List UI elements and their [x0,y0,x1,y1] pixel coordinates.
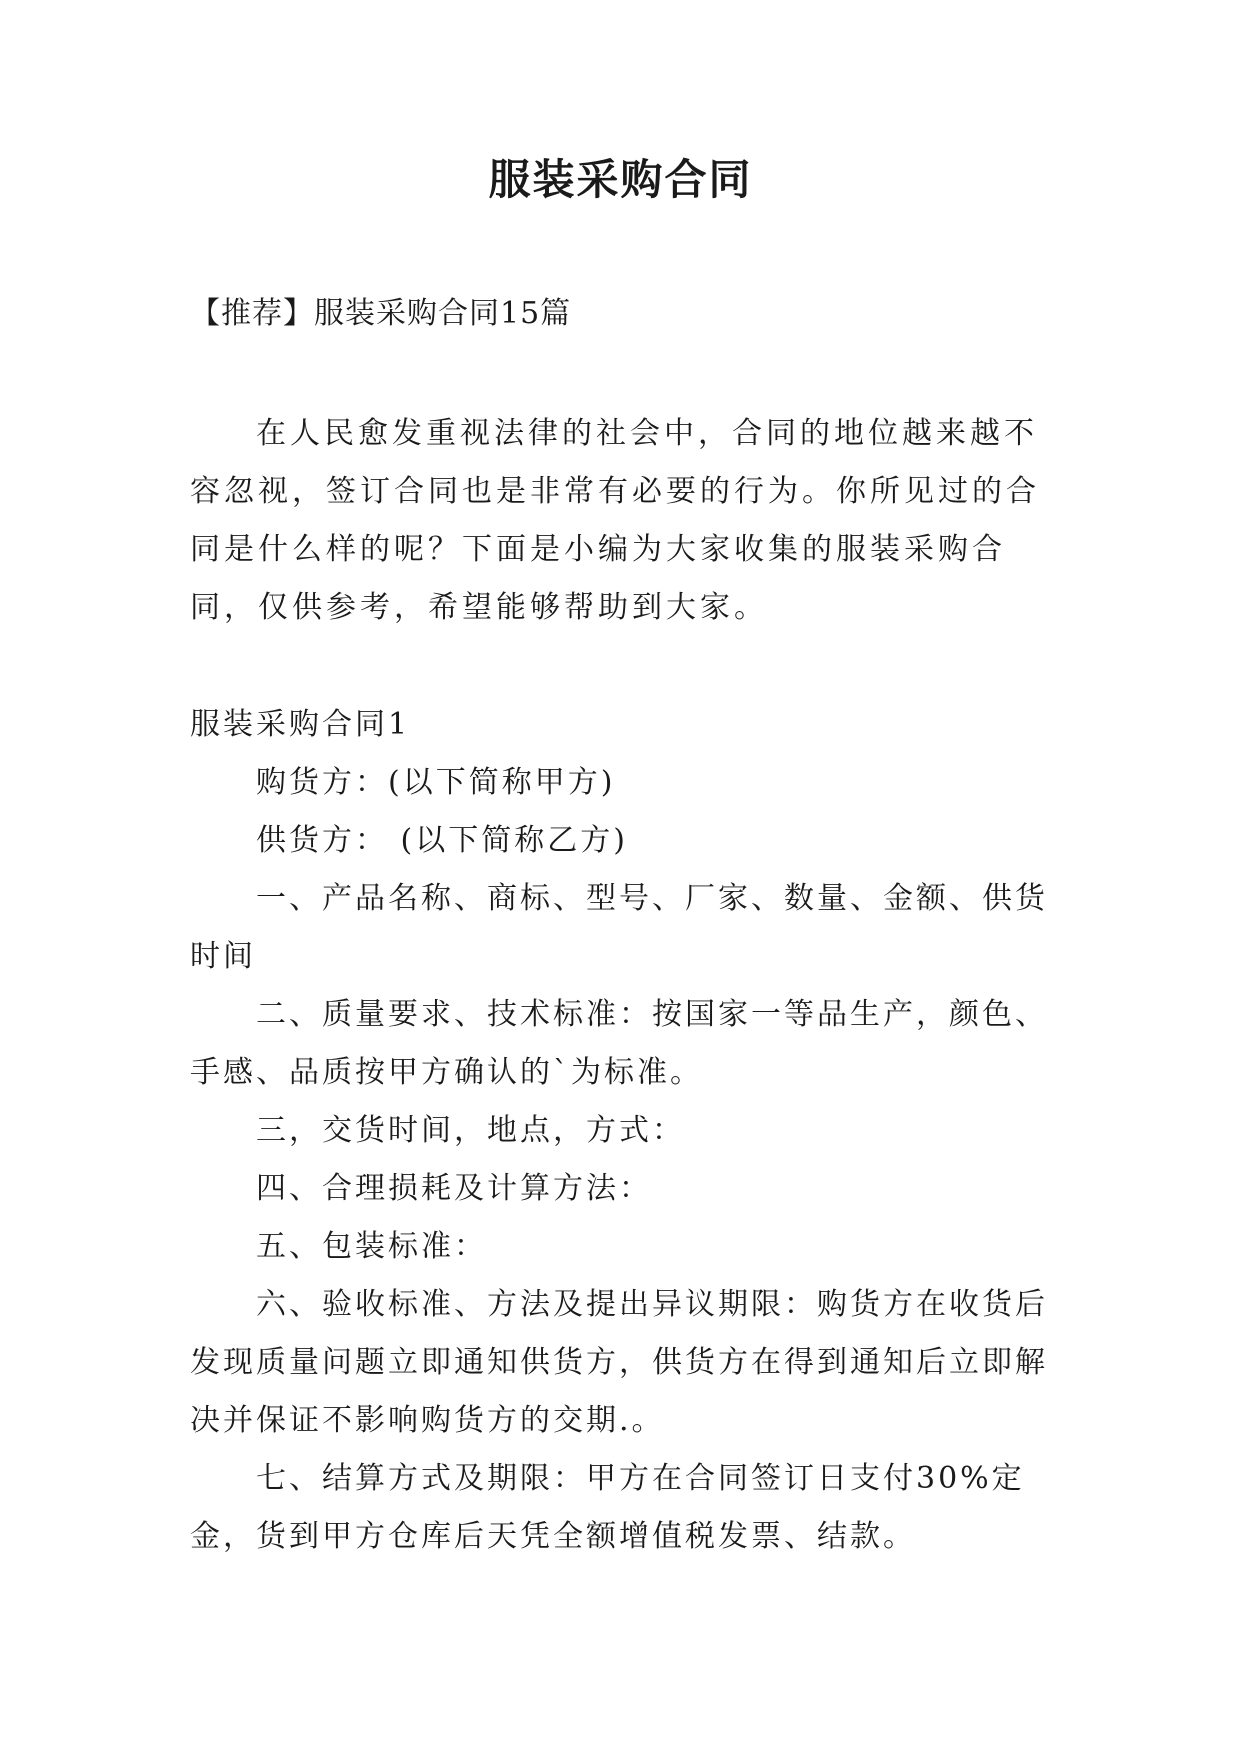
section-heading: 服装采购合同1 [190,707,411,742]
clause-1: 一、产品名称、商标、型号、厂家、数量、金额、供货时间 [190,881,1048,974]
contract-body [190,696,1070,1566]
clause-6: 六、验收标准、方法及提出异议期限：购货方在收货后发现质量问题立即通知供货方，供货方在得到通知后立即解决并保证不影响购货方的交期.。 [190,1287,1048,1438]
supplier-line: 供货方： (以下简称乙方) [256,823,628,858]
clause-2: 二、质量要求、技术标准：按国家一等品生产，颜色、手感、品质按甲方确认的`为标准。 [190,997,1048,1090]
buyer-line: 购货方：(以下简称甲方) [256,765,616,800]
clause-4: 四、合理损耗及计算方法： [256,1171,652,1206]
document-subtitle: 【推荐】服装采购合同15篇 [190,296,572,331]
clause-7: 七、结算方式及期限：甲方在合同签订日支付30%定金，货到甲方仓库后天凭全额增值税发票、结款。 [190,1461,1025,1554]
clause-3: 三，交货时间，地点，方式： [256,1113,685,1148]
clause-5: 五、包装标准： [256,1229,487,1264]
intro-paragraph: 在人民愈发重视法律的社会中，合同的地位越来越不容忽视，签订合同也是非常有必要的行为。你所见过的合同是什么样的呢？下面是小编为大家收集的服装采购合同，仅供参考，希望能够帮助到大家。 [190,416,1040,625]
document-title: 服装采购合同 [488,155,753,204]
